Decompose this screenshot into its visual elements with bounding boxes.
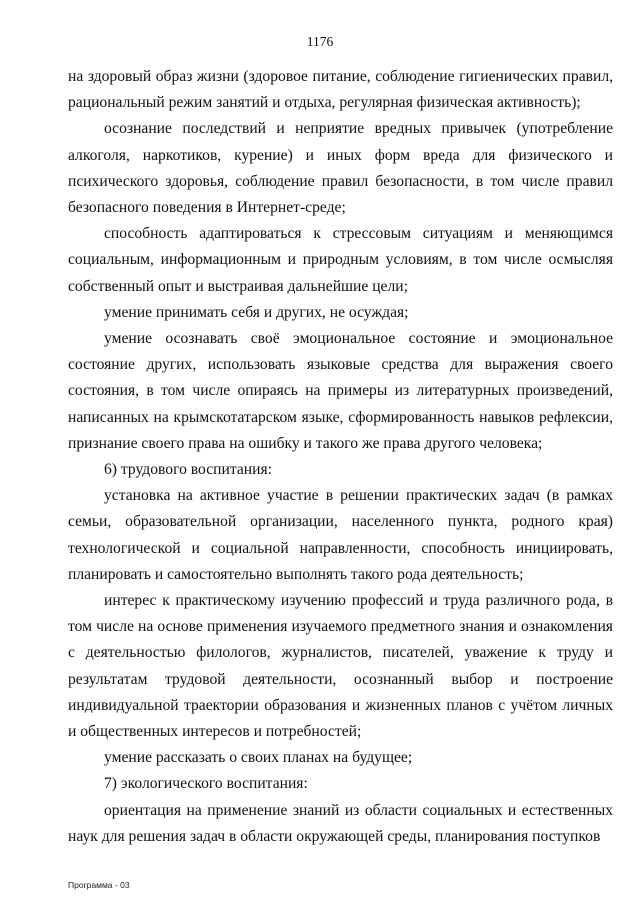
paragraph: умение осознавать своё эмоциональное состояние и эмоциональное состояние других, использовать языковые средства для выражения своего состояния, в том числе опираясь на примеры из литературных произведений, написанных на крымскотатарском языке, сформированность навыков рефлексии, признание своего права на ошибку и такого же права другого человека;: [68, 330, 613, 452]
paragraph: интерес к практическому изучению профессий и труда различного рода, в том числе на основе применения изучаемого предметного знания и ознакомления с деятельностью филологов, журналистов, писателей, уважение к труду и результатам трудовой деятельности, осознанный выбор и построение индивидуальной траектории образования и жизненных планов с учётом личных и общественных интересов и потребностей;: [68, 592, 613, 741]
paragraph: умение рассказать о своих планах на будущее;: [104, 749, 413, 767]
paragraph: способность адаптироваться к стрессовым ситуациям и меняющимся социальным, информационным и природным условиям, в том числе осмысляя собственный опыт и выстраивая дальнейшие цели;: [68, 225, 613, 295]
section-heading: 7) экологического воспитания:: [104, 775, 308, 793]
paragraph: умение принимать себя и других, не осуждая;: [104, 303, 409, 321]
document-body: [68, 64, 613, 850]
section-heading: 6) трудового воспитания:: [104, 461, 272, 479]
paragraph: установка на активное участие в решении практических задач (в рамках семьи, образовательной организации, населенного пункта, родного края) технологической и социальной направленности, способность инициировать, планировать и самостоятельно выполнять такого рода деятельность;: [68, 487, 613, 583]
footer-label: Программа - 03: [68, 880, 130, 890]
paragraph: ориентация на применение знаний из области социальных и естественных наук для решения задач в области окружающей среды, планирования поступков: [68, 801, 613, 845]
page-number: 1176: [306, 34, 334, 49]
paragraph: осознание последствий и неприятие вредных привычек (употребление алкоголя, наркотиков, курение) и иных форм вреда для физического и психического здоровья, соблюдение правил безопасности, в том числе правил безопасного поведения в Интернет-среде;: [68, 120, 613, 217]
paragraph-continuation: на здоровый образ жизни (здоровое питание, соблюдение гигиенических правил, рациональный режим занятий и отдыха, регулярная физическая активность);: [68, 68, 613, 112]
